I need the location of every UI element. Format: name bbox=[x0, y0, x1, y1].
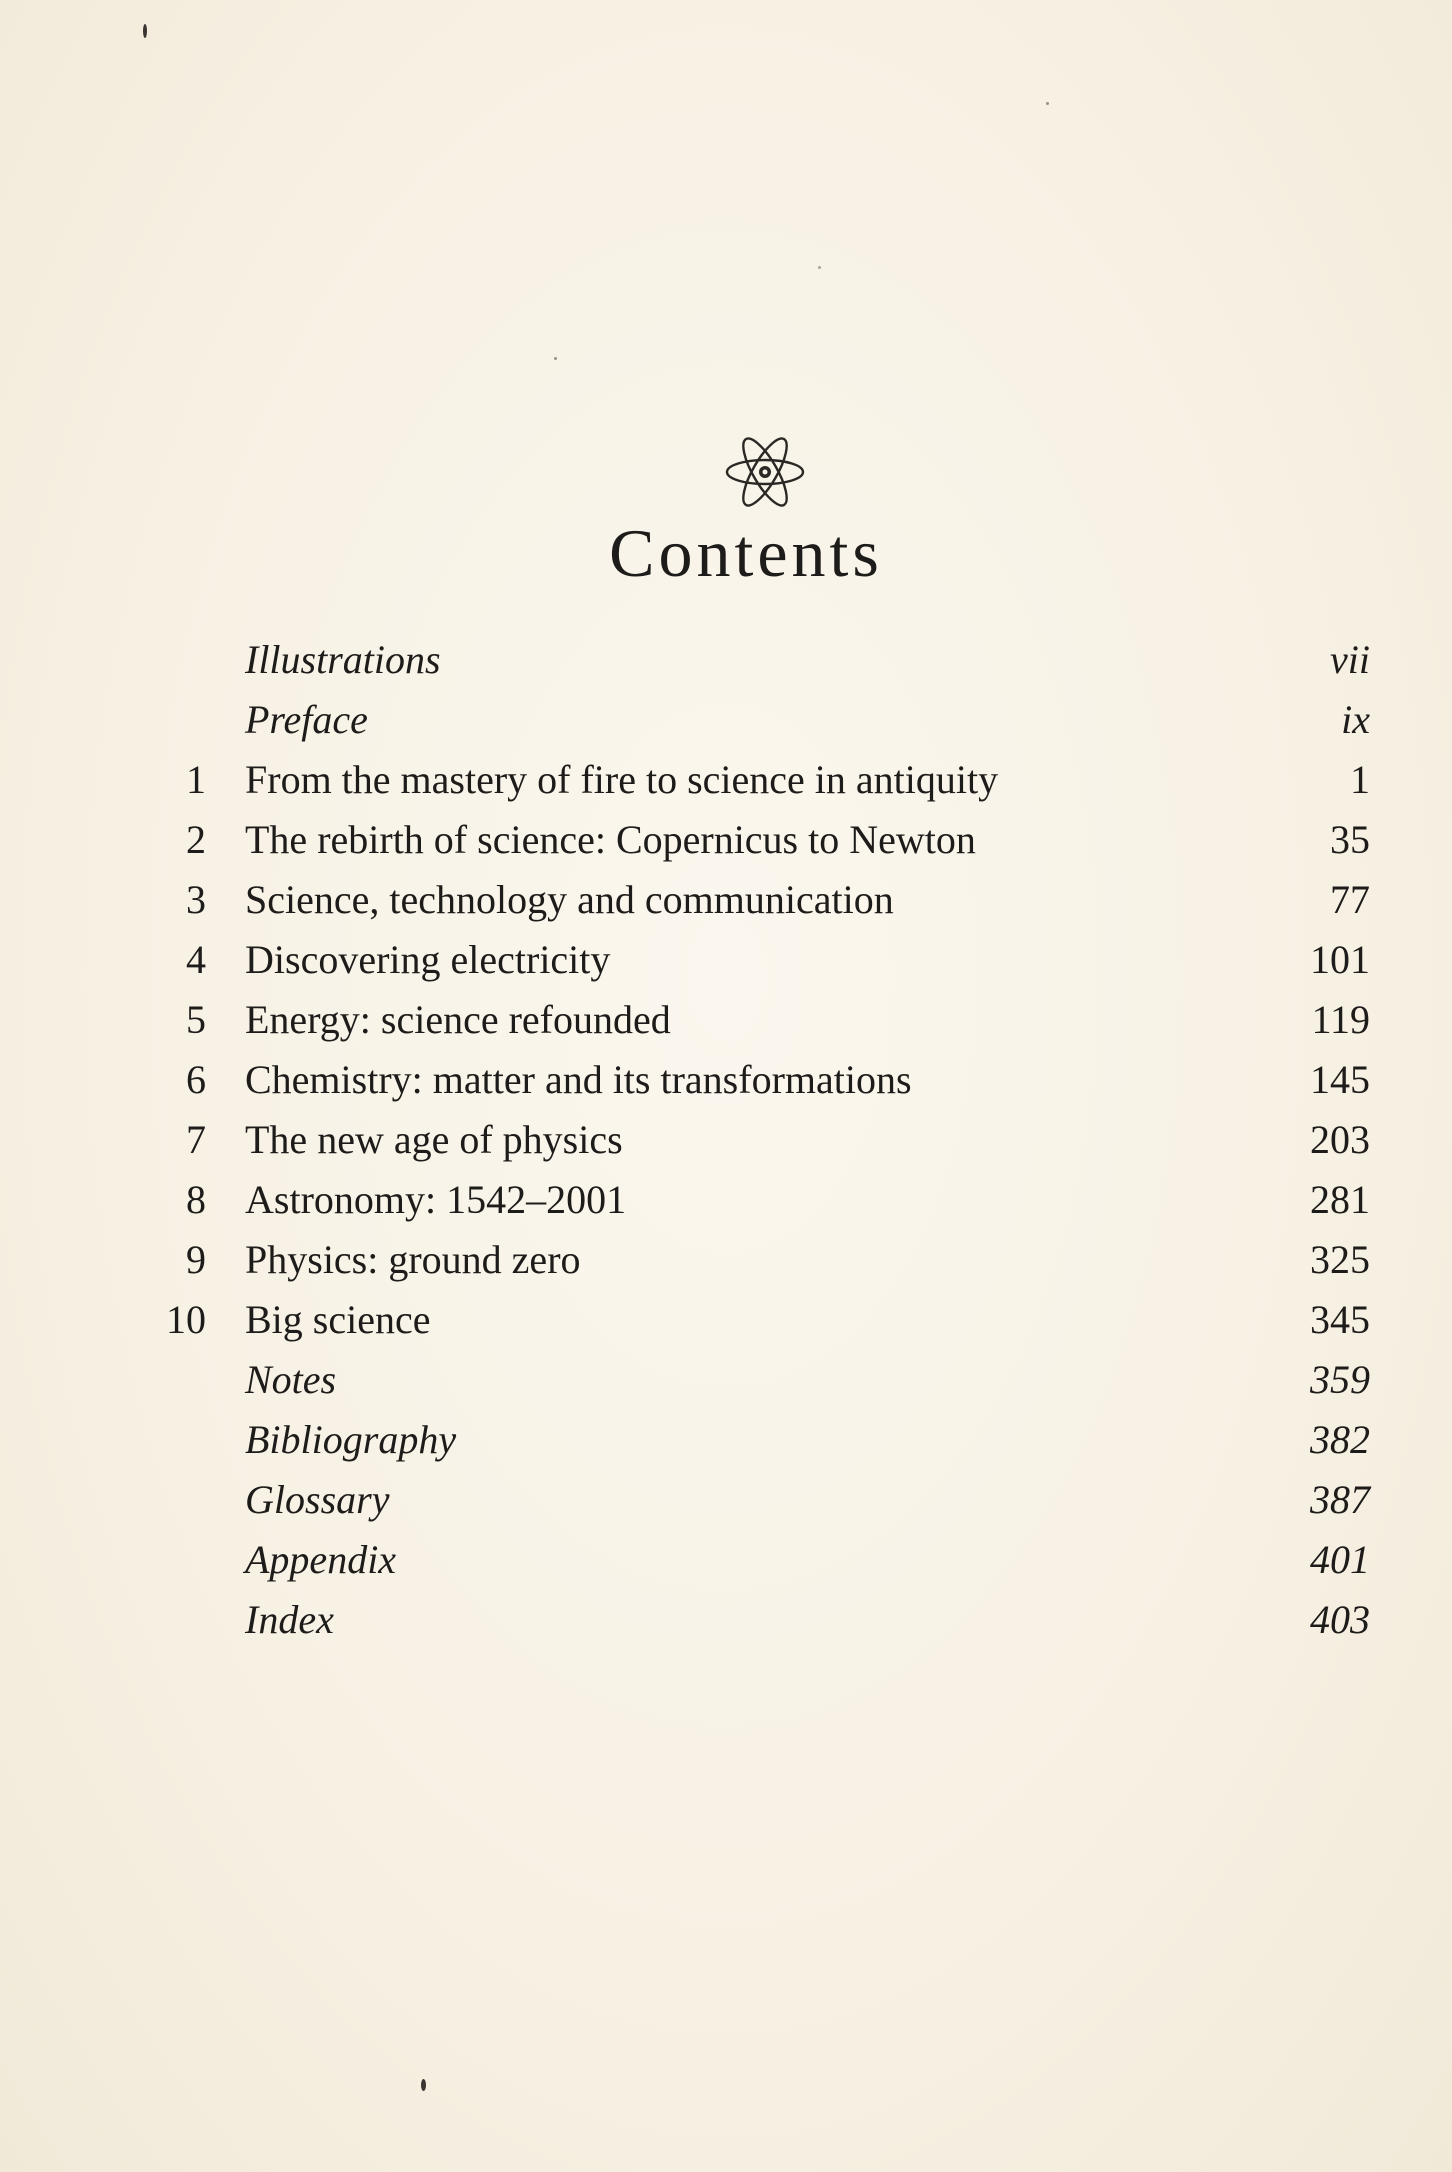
paper-speck bbox=[143, 24, 147, 38]
toc-entry bbox=[140, 750, 1370, 810]
chapter-title: The rebirth of science: Copernicus to Newton bbox=[245, 817, 976, 862]
toc-entry bbox=[140, 1050, 1370, 1110]
toc-entry bbox=[140, 870, 1370, 930]
chapter-number: 9 bbox=[186, 1237, 206, 1282]
chapter-title: Astronomy: 1542–2001 bbox=[245, 1177, 627, 1222]
chapter-title: Index bbox=[245, 1597, 334, 1642]
toc-entry bbox=[140, 1350, 1370, 1410]
chapter-title: Bibliography bbox=[245, 1417, 457, 1462]
page-number: 403 bbox=[1310, 1597, 1370, 1642]
chapter-number: 7 bbox=[186, 1117, 206, 1162]
page-number: 119 bbox=[1311, 997, 1370, 1042]
chapter-number: 10 bbox=[166, 1297, 206, 1342]
toc-entry bbox=[140, 1110, 1370, 1170]
atom-icon bbox=[722, 432, 808, 512]
toc-entry bbox=[140, 1530, 1370, 1590]
chapter-number: 5 bbox=[186, 997, 206, 1042]
page-number: 401 bbox=[1310, 1537, 1370, 1582]
toc-entry bbox=[140, 630, 1370, 690]
chapter-title: Illustrations bbox=[245, 637, 441, 682]
paper-speck bbox=[818, 266, 821, 269]
page-number: 145 bbox=[1310, 1057, 1370, 1102]
chapter-number: 4 bbox=[186, 937, 206, 982]
chapter-number: 8 bbox=[186, 1177, 206, 1222]
toc-entry bbox=[140, 810, 1370, 870]
paper-speck bbox=[1046, 102, 1049, 105]
chapter-title: Chemistry: matter and its transformations bbox=[245, 1057, 912, 1102]
chapter-title: Notes bbox=[245, 1357, 337, 1402]
page-number: 325 bbox=[1310, 1237, 1370, 1282]
chapter-title: Big science bbox=[245, 1297, 431, 1342]
page-number: 101 bbox=[1310, 937, 1370, 982]
toc-entry bbox=[140, 690, 1370, 750]
toc-entry bbox=[140, 1230, 1370, 1290]
chapter-title: Energy: science refounded bbox=[245, 997, 671, 1042]
chapter-title: Physics: ground zero bbox=[245, 1237, 581, 1282]
chapter-number: 2 bbox=[186, 817, 206, 862]
page-title: Contents bbox=[609, 515, 883, 591]
chapter-title: The new age of physics bbox=[245, 1117, 623, 1162]
page-number: vii bbox=[1330, 637, 1370, 682]
table-of-contents bbox=[140, 630, 1370, 1650]
chapter-title: Glossary bbox=[245, 1477, 390, 1522]
chapter-number: 1 bbox=[186, 757, 206, 802]
chapter-title: Appendix bbox=[245, 1537, 397, 1582]
chapter-title: From the mastery of fire to science in antiquity bbox=[245, 757, 999, 802]
chapter-number: 6 bbox=[186, 1057, 206, 1102]
page-number: 35 bbox=[1330, 817, 1370, 862]
toc-entry bbox=[140, 990, 1370, 1050]
page-number: 387 bbox=[1310, 1477, 1370, 1522]
chapter-title: Preface bbox=[245, 697, 368, 742]
page-number: 281 bbox=[1310, 1177, 1370, 1222]
toc-entry bbox=[140, 1410, 1370, 1470]
page-number: 382 bbox=[1310, 1417, 1370, 1462]
page-number: 1 bbox=[1350, 757, 1370, 802]
toc-entry bbox=[140, 1590, 1370, 1650]
paper-speck bbox=[554, 357, 557, 360]
page-number: 77 bbox=[1330, 877, 1370, 922]
page-number: ix bbox=[1341, 697, 1370, 742]
chapter-title: Discovering electricity bbox=[245, 937, 611, 982]
paper-speck bbox=[421, 2079, 426, 2091]
toc-entry bbox=[140, 930, 1370, 990]
toc-entry bbox=[140, 1470, 1370, 1530]
chapter-number: 3 bbox=[186, 877, 206, 922]
toc-entry bbox=[140, 1170, 1370, 1230]
chapter-title: Science, technology and communication bbox=[245, 877, 894, 922]
toc-entry bbox=[140, 1290, 1370, 1350]
page-number: 359 bbox=[1310, 1357, 1370, 1402]
page-number: 203 bbox=[1310, 1117, 1370, 1162]
page-number: 345 bbox=[1310, 1297, 1370, 1342]
